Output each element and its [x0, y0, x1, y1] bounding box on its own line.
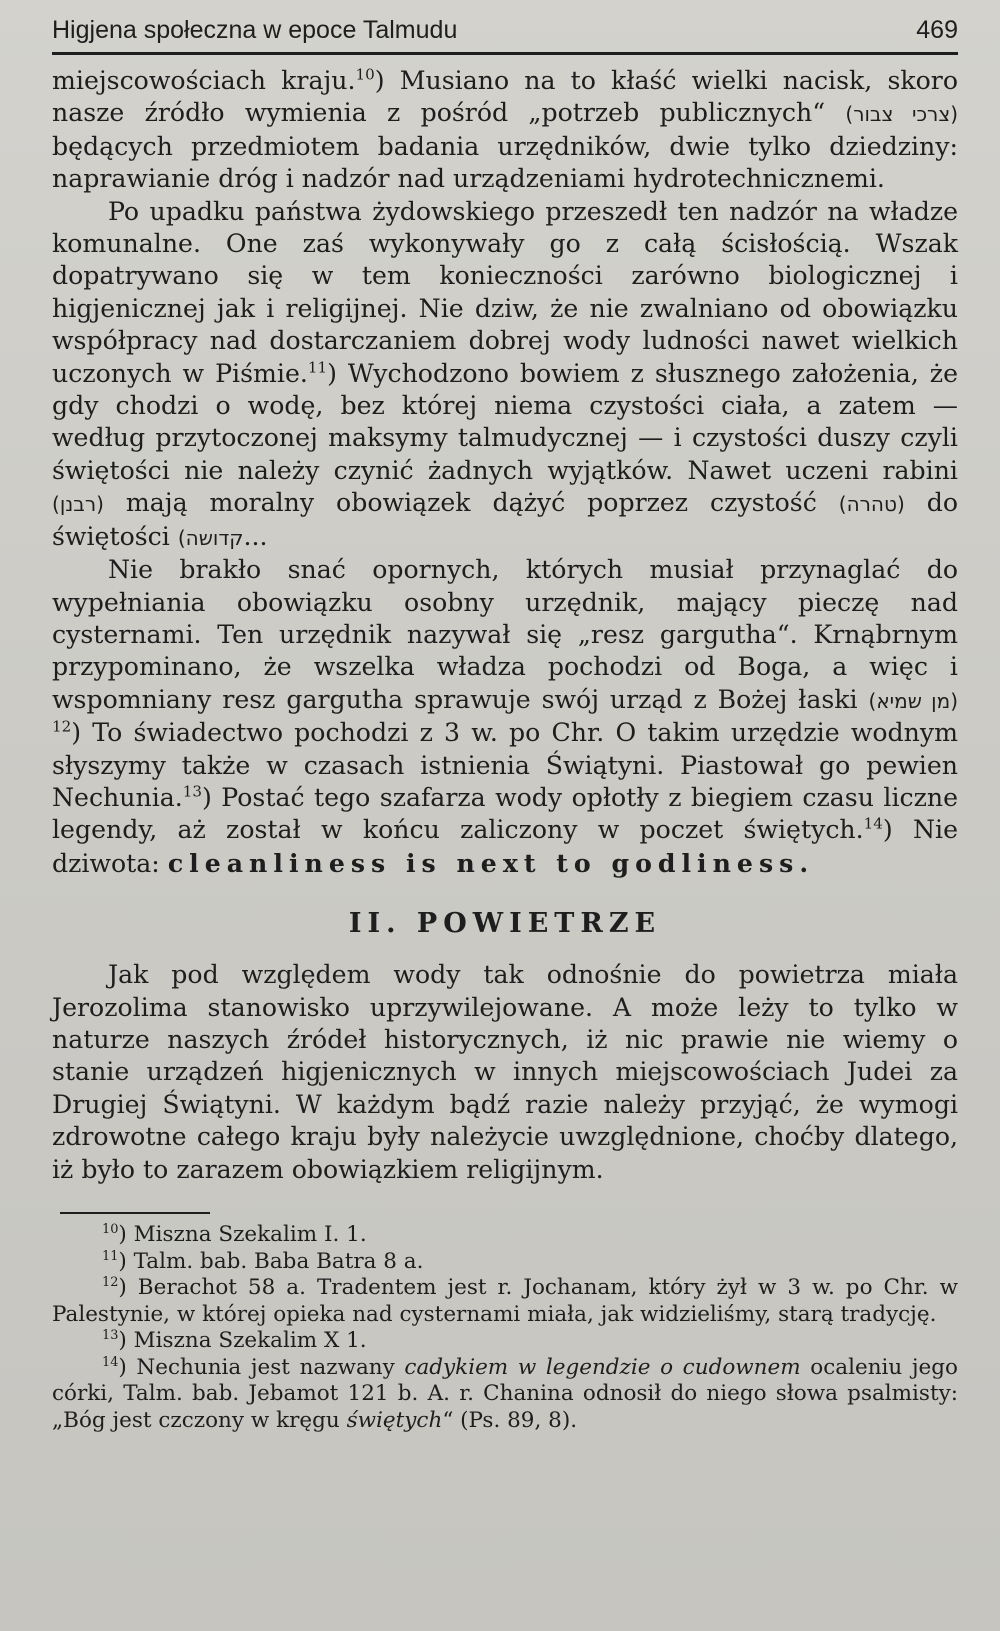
hebrew-term: (צרכי צבור)	[845, 102, 958, 127]
main-text	[52, 65, 958, 1186]
page-number: 469	[916, 16, 958, 44]
footnote-divider	[60, 1212, 210, 1214]
footnote-11: $^{11}$) Talm. bab. Baba Batra 8 a.	[102, 1248, 424, 1274]
footnote-ref-11: 11	[307, 358, 328, 377]
paragraph-1: miejscowościach kraju.$^{10}$) Musiano na to kłaść wielki nacisk, skoro nasze źródło wymienia z pośród „potrzeb publicznych“ (צרכי צבור) będących przedmiotem badania urzędników, dwie tylko dziedziny: naprawianie dróg i nadzór nad urządzeniami hydrotechnicznemi.	[52, 65, 958, 194]
footnote-ref-13: 13	[182, 782, 203, 801]
footnote-ref-10: 10	[355, 65, 375, 84]
running-title: Higjena społeczna w epoce Talmudu	[52, 16, 458, 44]
paragraph-4: Jak pod względem wody tak odnośnie do powietrza miała Jerozolima stanowisko uprzywilejowane. A może leży to tylko w naturze naszych źródeł historycznych, iż nic prawie nie wiemy o stanie urządzeń higjenicznych w innych miejscowościach Judei za Drugiej Świątyni. W każdym bądź razie należy przyjąć, że wymogi zdrowotne całego kraju były należycie uwzględnione, choćby dlatego, iż było to zarazem obowiązkiem religijnym.	[52, 960, 958, 1184]
paragraph-3: Nie brakło snać opornych, których musiał przynaglać do wypełniania obowiązku osobny urzędnik, mający pieczę nad cysternami. Ten urzędnik nazywał się „resz gargutha“. Krnąbrnym przypominano, że wszelka władza pochodzi od Boga, a więc i wspomniany resz gargutha sprawuje swój urząd z Bożej łaski (מן שמיא) $^{12}$) To świadectwo pochodzi z 3 w. po Chr. O takim urzędzie wodnym słyszymy także w czasach istnienia Świątyni. Piastował go pewien Nechunia.$^{13}$) Postać tego szafarza wody opłotły z biegiem czasu liczne legendy, aż został w końcu zaliczony w poczet świętych.$^{14}$) Nie dziwota: cleanliness is next to godliness.	[52, 555, 958, 878]
footnote-ref-14: 14	[863, 814, 883, 833]
hebrew-term: (טהרה)	[838, 492, 905, 517]
english-maxim: cleanliness is next to godliness.	[167, 847, 815, 878]
hebrew-term: (קדושה	[177, 525, 244, 550]
footnotes	[52, 1222, 958, 1434]
footnote-12: $^{12}$) Berachot 58 a. Tradentem jest r. Jochanam, który żył w 3 w. po Chr. w Palestynie, w której opieka nad cysternami miała, jak widzieliśmy, starą tradycję.	[52, 1274, 958, 1327]
hebrew-term: (מן שמיא)	[868, 688, 958, 713]
footnote-14: $^{14}$) Nechunia jest nazwany cadykiem w legendzie o cudownem ocaleniu jego córki, Talm. bab. Jebamot 121 b. A. r. Chanina odnosił do niego słowa psalmisty: „Bóg jest czczony w kręgu świętych“ (Ps. 89, 8).	[52, 1354, 958, 1433]
hebrew-term: (רבנן)	[52, 492, 104, 517]
paragraph-2: Po upadku państwa żydowskiego przeszedł ten nadzór na władze komunalne. One zaś wykonywały go z całą ścisłością. Wszak dopatrywano się w tem konieczności zarówno biologicznej i higjenicznej jak i religijnej. Nie dziw, że nie zwalniano od obowiązku współpracy nad dostarczaniem dobrej wody ludności nawet wielkich uczonych w Piśmie.$^{11}$) Wychodzono bowiem z słusznego założenia, że gdy chodzi o wodę, bez której niema czystości ciała, a zatem — według przytoczonej maksymy talmudycznej — i czystości duszy czyli świętości nie należy czynić żadnych wyjątków. Nawet uczeni rabini (רבנן) mają moralny obowiązek dążyć poprzez czystość (טהרה) do świętości (קדושה...	[52, 196, 958, 551]
footnote-ref-12: 12	[52, 717, 72, 736]
section-heading: II. POWIETRZE	[348, 908, 662, 940]
footnote-10: $^{10}$) Miszna Szekalim I. 1.	[102, 1221, 367, 1247]
running-header	[52, 14, 958, 55]
footnote-13: $^{13}$) Miszna Szekalim X 1.	[102, 1327, 367, 1353]
